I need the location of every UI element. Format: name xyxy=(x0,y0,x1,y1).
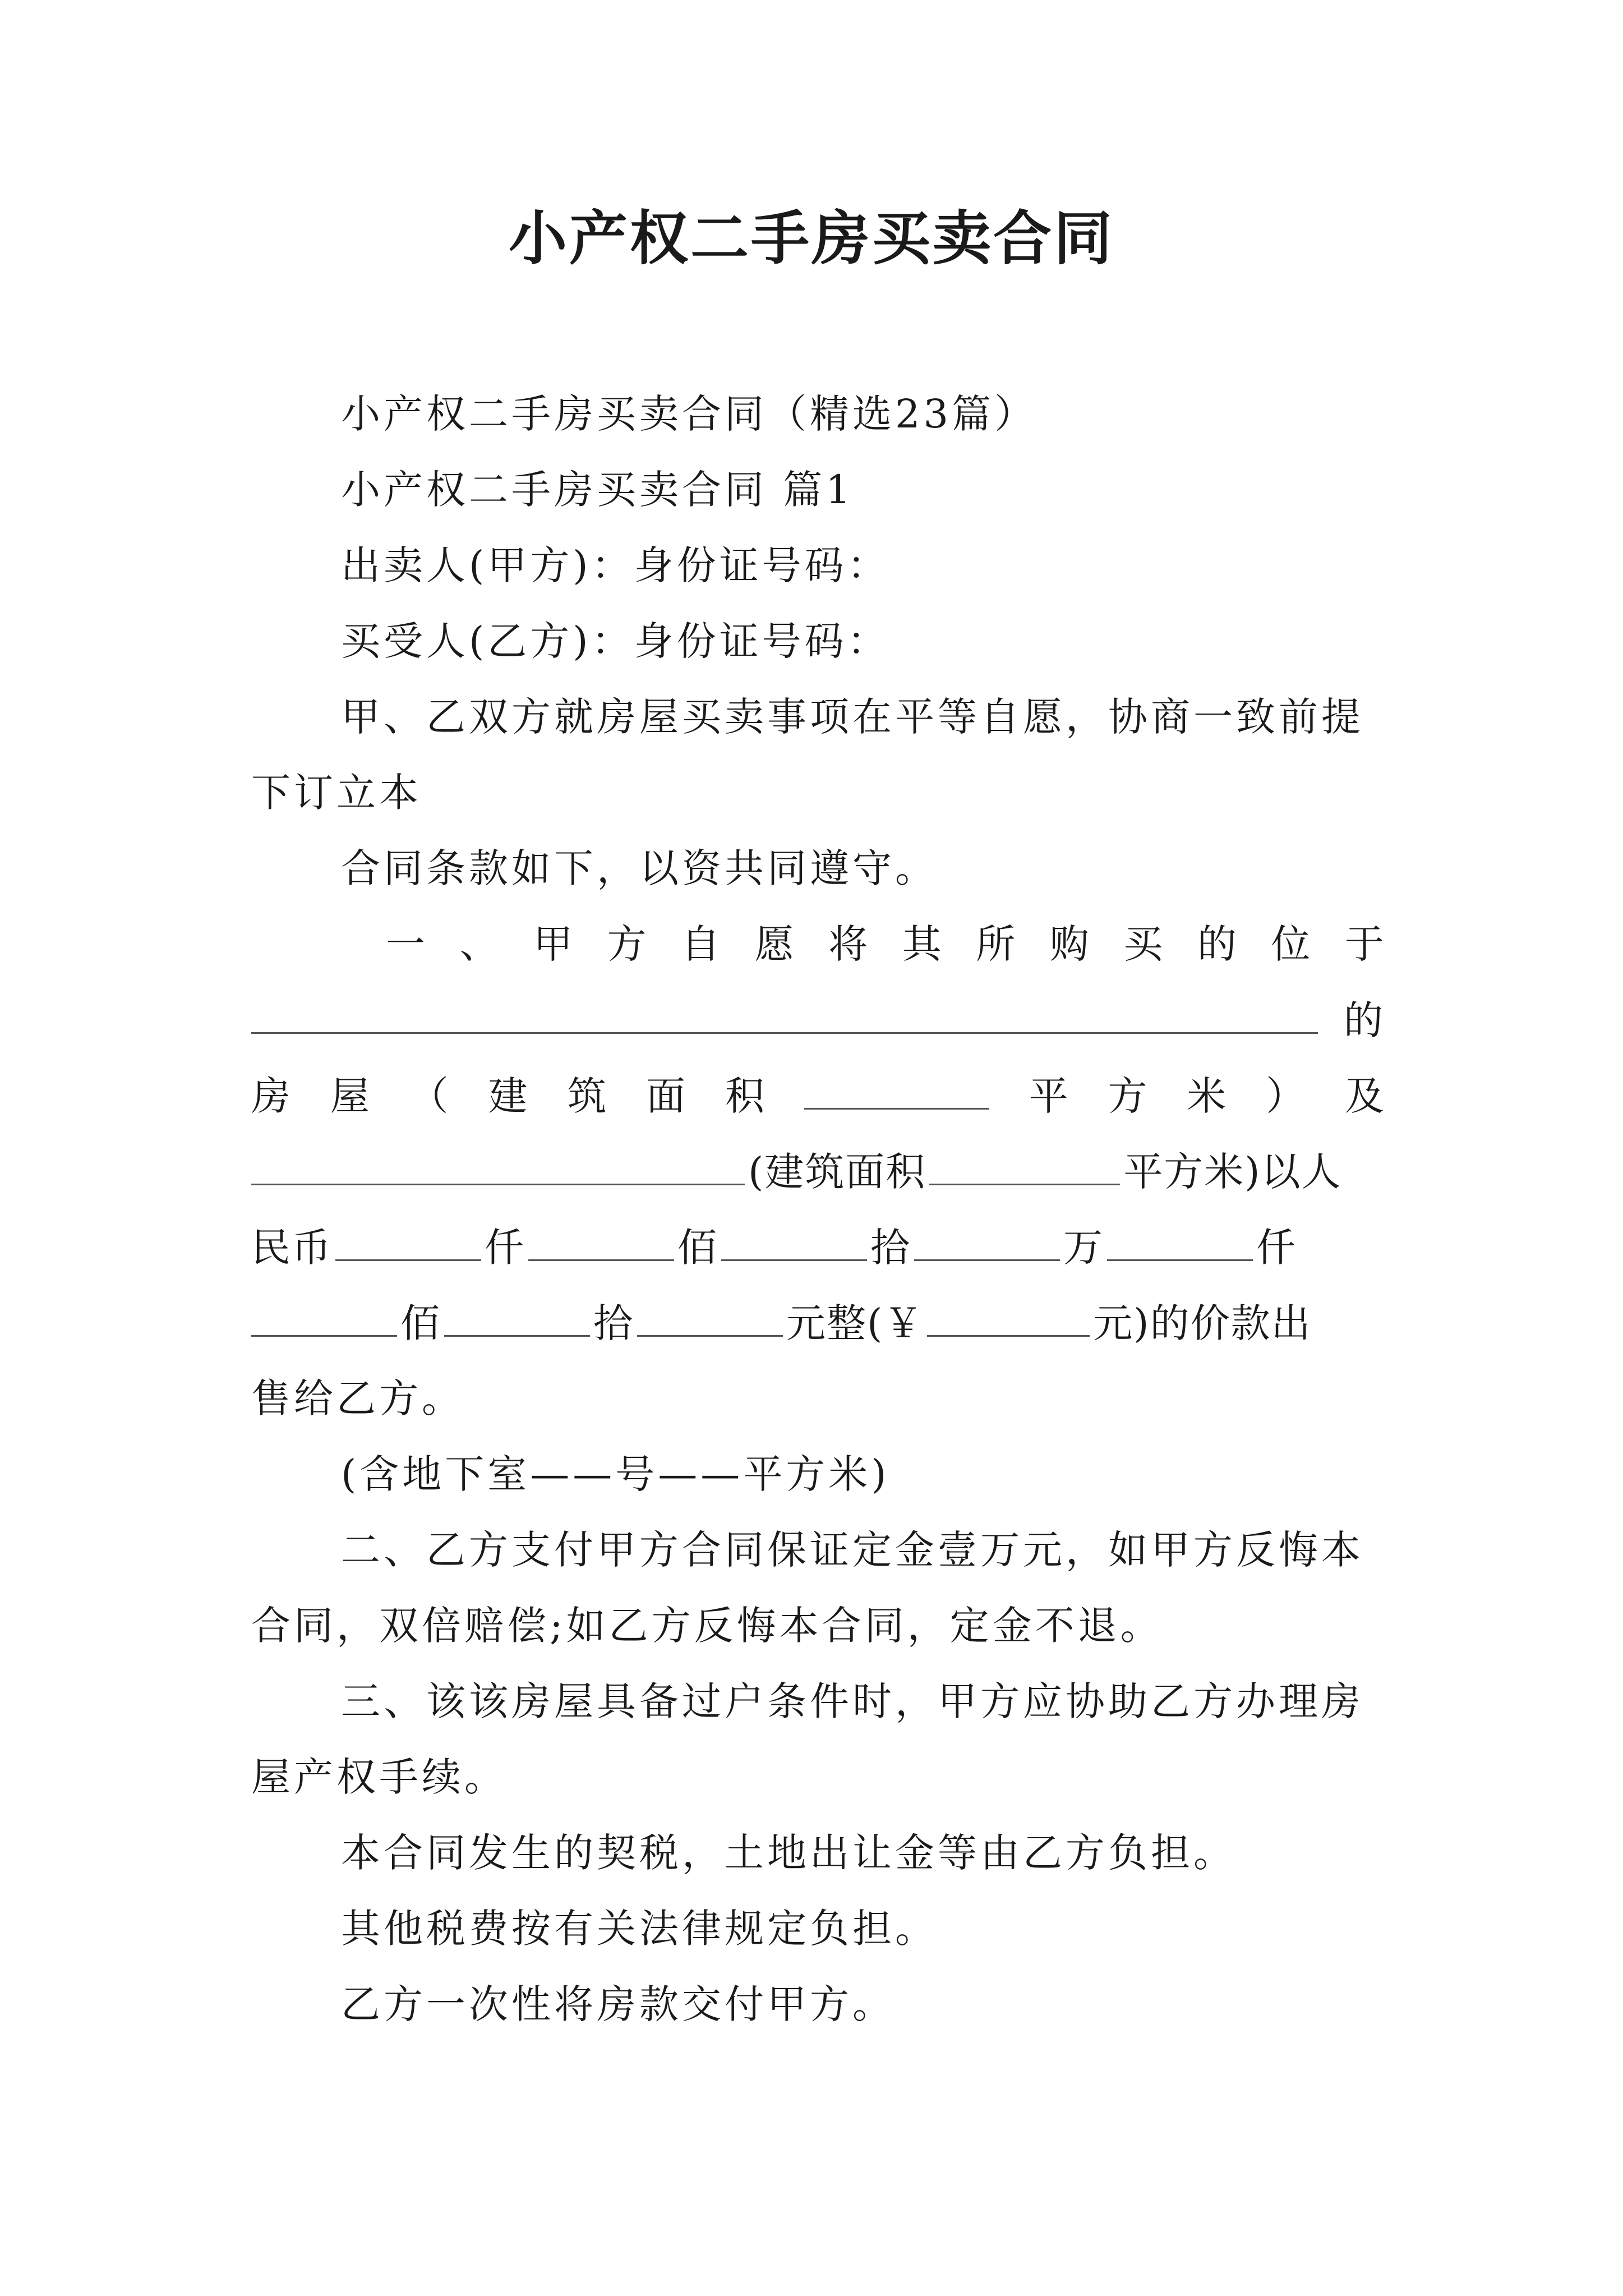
subtitle: 小产权二手房买卖合同（精选23篇） xyxy=(341,391,1038,437)
clause-char: 的 xyxy=(1197,921,1237,967)
clause-char: 方 xyxy=(607,921,647,967)
clause-char: 于 xyxy=(1344,921,1384,967)
clause-text: 民币 xyxy=(251,1225,332,1271)
paragraph-2: 合同条款如下，以资共同遵守。 xyxy=(341,845,938,891)
clause-text: 万 xyxy=(1063,1225,1104,1271)
location-blank xyxy=(251,993,1318,1034)
clause-text: 元)的价款出 xyxy=(1093,1300,1312,1346)
clause-char: 积 xyxy=(725,1073,764,1119)
clause-char: 平 xyxy=(1029,1073,1068,1119)
clause-2-line-1: 二、乙方支付甲方合同保证定金壹万元，如甲方反悔本 xyxy=(341,1527,1364,1573)
clause-char: 米 xyxy=(1187,1073,1227,1119)
seller-line: 出卖人(甲方)：身份证号码： xyxy=(341,542,890,588)
clause-1-line-5 xyxy=(251,1220,1384,1274)
clause-text: (建筑面积 xyxy=(748,1149,926,1195)
clause-text: 平方米)以人 xyxy=(1123,1149,1342,1195)
buyer-line: 买受人(乙方)：身份证号码： xyxy=(341,618,890,664)
clause-char: 其 xyxy=(902,921,942,967)
clause-char: 位 xyxy=(1271,921,1311,967)
section-heading: 小产权二手房买卖合同 篇1 xyxy=(341,467,854,513)
clause-text: 的 xyxy=(1344,997,1384,1043)
clause-char: （ xyxy=(409,1073,449,1119)
clause-text: 拾 xyxy=(870,1225,911,1271)
clause-char: 自 xyxy=(681,921,721,967)
amount-blank xyxy=(1107,1220,1253,1261)
clause-1-note: (含地下室——号——平方米) xyxy=(341,1451,890,1497)
amount-blank xyxy=(914,1220,1060,1261)
clause-3-line-1: 三、该该房屋具备过户条件时，甲方应协助乙方办理房 xyxy=(341,1678,1364,1724)
extra-blank xyxy=(251,1144,745,1185)
clause-char: 甲 xyxy=(533,921,573,967)
clause-1-line-7: 售给乙方。 xyxy=(251,1375,464,1421)
clause-char: 房 xyxy=(251,1073,291,1119)
clause-char: 购 xyxy=(1049,921,1089,967)
clause-char: ） xyxy=(1266,1073,1306,1119)
clause-1-line-2 xyxy=(251,993,1384,1047)
clause-char: 屋 xyxy=(330,1073,370,1119)
clause-1-line-6 xyxy=(251,1296,1384,1350)
clause-char: 买 xyxy=(1123,921,1163,967)
clause-char: 筑 xyxy=(567,1073,607,1119)
clause-text: 佰 xyxy=(677,1225,718,1271)
clause-1-line-4 xyxy=(251,1144,1384,1199)
paragraph-1-line-2: 下订立本 xyxy=(251,770,422,816)
area-blank xyxy=(804,1069,989,1110)
amount-figure-blank xyxy=(927,1296,1090,1337)
tax-line-2: 其他税费按有关法律规定负担。 xyxy=(341,1906,938,1952)
clause-char: 所 xyxy=(976,921,1016,967)
clause-char: 、 xyxy=(459,921,499,967)
extra-area-blank xyxy=(929,1144,1120,1185)
clause-text: 仟 xyxy=(485,1225,525,1271)
amount-blank xyxy=(444,1296,590,1337)
clause-char: 方 xyxy=(1108,1073,1147,1119)
paragraph-1-line-1: 甲、乙双方就房屋买卖事项在平等自愿，协商一致前提 xyxy=(341,694,1364,740)
clause-2-line-2: 合同，双倍赔偿;如乙方反悔本合同，定金不退。 xyxy=(251,1603,1163,1649)
clause-char: 一 xyxy=(386,921,425,967)
amount-blank xyxy=(251,1296,397,1337)
clause-char: 建 xyxy=(488,1073,528,1119)
tax-line-1: 本合同发生的契税，土地出让金等由乙方负担。 xyxy=(341,1830,1236,1876)
clause-3-line-2: 屋产权手续。 xyxy=(251,1754,507,1800)
amount-blank xyxy=(528,1220,674,1261)
payment-line: 乙方一次性将房款交付甲方。 xyxy=(341,1981,895,2027)
clause-char: 及 xyxy=(1344,1073,1384,1119)
clause-text: 佰 xyxy=(400,1300,441,1346)
clause-text: 元整(￥ xyxy=(786,1300,924,1346)
amount-blank xyxy=(335,1220,481,1261)
clause-text: 仟 xyxy=(1256,1225,1297,1271)
document-title: 小产权二手房买卖合同 xyxy=(508,204,1114,273)
amount-blank xyxy=(637,1296,783,1337)
clause-1-line-3 xyxy=(251,1069,1384,1123)
clause-text: 拾 xyxy=(593,1300,634,1346)
clause-char: 将 xyxy=(828,921,868,967)
clause-char: 面 xyxy=(646,1073,686,1119)
clause-char: 愿 xyxy=(754,921,794,967)
amount-blank xyxy=(721,1220,867,1261)
clause-1-line-1 xyxy=(251,917,1384,971)
